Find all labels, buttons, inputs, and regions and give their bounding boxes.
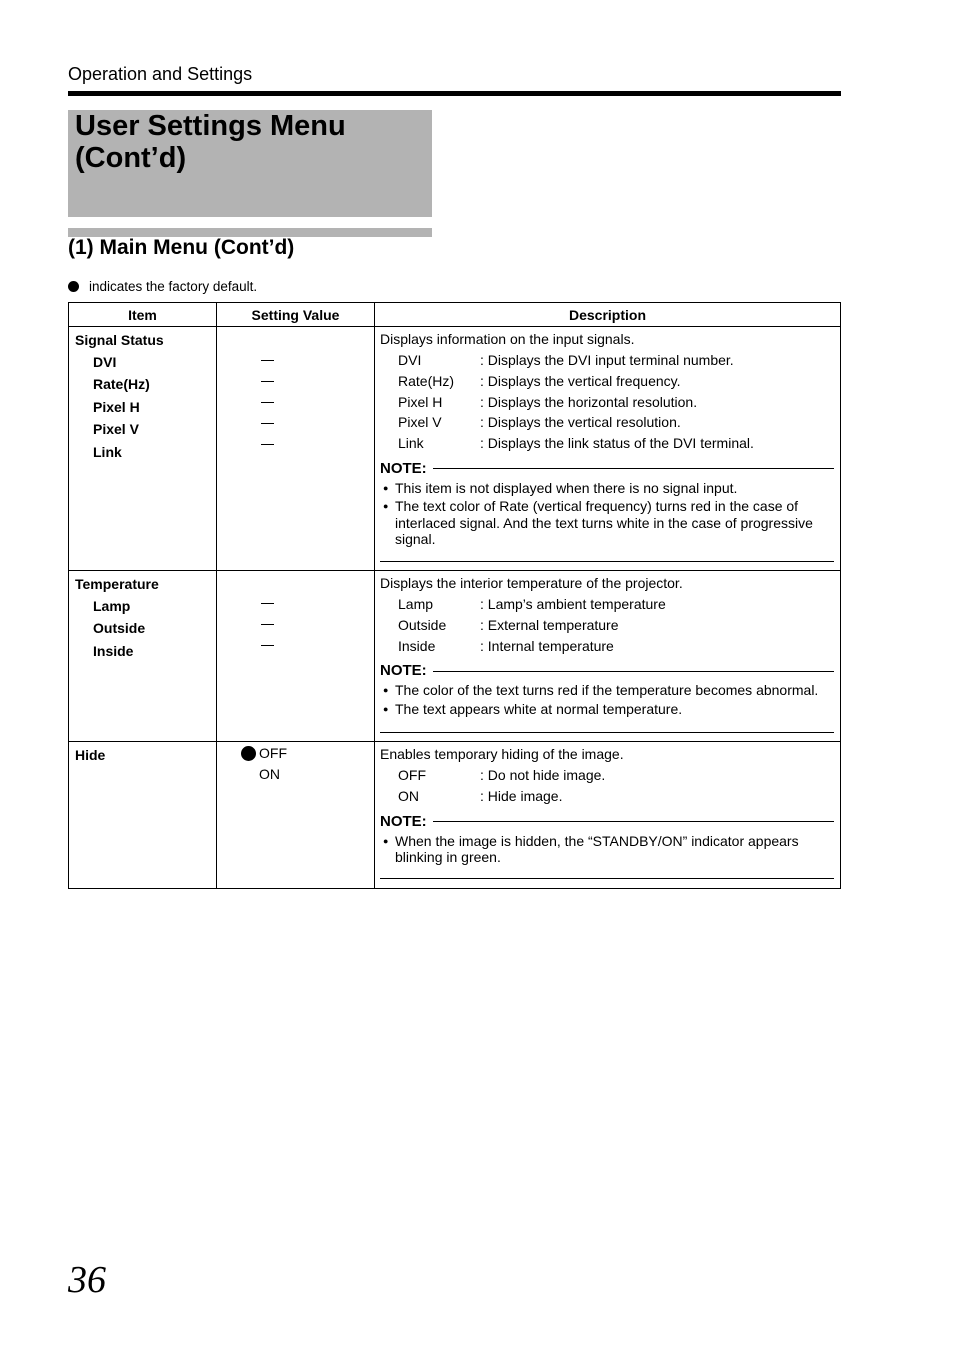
detail-key: Outside [398,616,447,633]
detail-value: : External temperature [480,616,619,633]
title-box [68,110,432,217]
column-header-item: Item [69,303,217,327]
detail-row [380,433,834,454]
detail-value: : Displays the vertical resolution. [480,414,681,431]
note-rule [433,821,834,822]
value-cell [217,571,375,742]
note-end-rule [380,878,834,879]
section-title: (1) Main Menu (Cont’d) [68,236,295,259]
detail-key: ON [398,787,419,804]
bullet-icon: ● [383,835,389,846]
option-off: OFF [259,745,287,761]
column-header-description: Description [375,303,841,327]
dash-value [261,603,274,604]
dash-value [261,645,274,646]
default-dot-icon [68,281,79,292]
note-label: NOTE: [380,662,427,680]
detail-row [380,636,834,657]
subitem: Pixel H [93,398,140,415]
note-text: When the image is hidden, the “STANDBY/ON” indicator appears blinking in green. [395,832,799,866]
detail-row [380,392,834,413]
page-number: 36 [68,1259,106,1301]
note-text: The color of the text turns red if the temperature becomes abnormal. [395,682,819,699]
note-end-rule [380,732,834,733]
subitem: Outside [93,620,146,637]
value-cell [217,742,375,889]
factory-default-icon [241,746,256,761]
default-legend [68,279,257,294]
description-intro: Enables temporary hiding of the image. [380,746,624,762]
subitem: Link [93,443,122,460]
item-name: Temperature [75,576,159,592]
detail-row [380,765,834,786]
detail-key: Rate(Hz) [398,372,455,389]
detail-row [380,786,834,807]
dash-value [261,402,274,403]
option-on: ON [259,766,280,782]
bullet-icon: ● [383,482,389,493]
note-text: The text appears white at normal temperature. [395,700,683,717]
header-rule [68,91,841,96]
note-item [380,701,834,718]
note-rule [433,468,834,469]
table-row-signal-status [69,327,841,571]
value-cell [217,327,375,571]
detail-row [380,594,834,615]
detail-value: : Displays the link status of the DVI terminal. [480,435,754,452]
item-cell [69,742,217,889]
dash-value [261,423,274,424]
subitem: Inside [93,642,134,659]
detail-key: Link [398,435,424,452]
table-row-hide [69,742,841,889]
detail-key: Inside [398,637,436,654]
note-item [380,682,834,699]
item-name: Signal Status [75,332,164,348]
detail-row [380,615,834,636]
description-intro: Displays information on the input signals. [380,331,635,347]
table-header-row [69,303,841,327]
running-header: Operation and Settings [68,64,253,84]
subitem: DVI [93,354,117,370]
item-cell [69,571,217,742]
description-cell [375,742,841,889]
dash-value [261,381,274,382]
detail-value: : Hide image. [480,787,563,804]
settings-table [68,302,841,889]
detail-value: : Internal temperature [480,637,614,654]
note-heading [380,460,834,478]
note-text: This item is not displayed when there is no signal input. [395,479,738,496]
bullet-icon: ● [383,703,389,714]
description-cell [375,327,841,571]
item-cell [69,327,217,571]
dash-value [261,360,274,361]
note-text: The text color of Rate (vertical frequency) turns red in the case of interlaced signal. And the text turns white in the case of progressive signal. [395,498,813,548]
note-heading [380,662,834,680]
note-item [380,833,834,866]
detail-value: : Do not hide image. [480,767,606,783]
bullet-icon: ● [383,501,389,512]
description-cell [375,571,841,742]
detail-value: : Displays the horizontal resolution. [480,393,698,410]
detail-row [380,412,834,433]
detail-key: OFF [398,767,426,783]
description-intro: Displays the interior temperature of the projector. [380,575,683,591]
detail-value: : Displays the DVI input terminal number. [480,352,734,368]
bullet-icon: ● [383,685,389,696]
detail-row [380,371,834,392]
subitem: Lamp [93,598,131,614]
detail-key: Pixel H [398,393,443,410]
legend-text: indicates the factory default. [89,279,258,294]
item-name: Hide [75,747,106,763]
note-label: NOTE: [380,459,427,477]
detail-key: Pixel V [398,414,442,431]
table-row-temperature [69,571,841,742]
detail-value: : Lamp’s ambient temperature [480,596,666,612]
detail-row [380,350,834,371]
detail-key: Lamp [398,596,434,612]
subitem: Pixel V [93,421,139,438]
note-rule [433,671,834,672]
page-title: User Settings Menu (Cont’d) [75,110,346,174]
note-label: NOTE: [380,812,427,830]
dash-value [261,444,274,445]
note-item [380,480,834,497]
note-heading [380,813,834,831]
note-item [380,498,834,548]
detail-key: DVI [398,352,422,368]
column-header-setting: Setting Value [217,303,375,327]
detail-value: : Displays the vertical frequency. [480,372,681,389]
note-end-rule [380,561,834,562]
subitem: Rate(Hz) [93,376,150,393]
dash-value [261,624,274,625]
